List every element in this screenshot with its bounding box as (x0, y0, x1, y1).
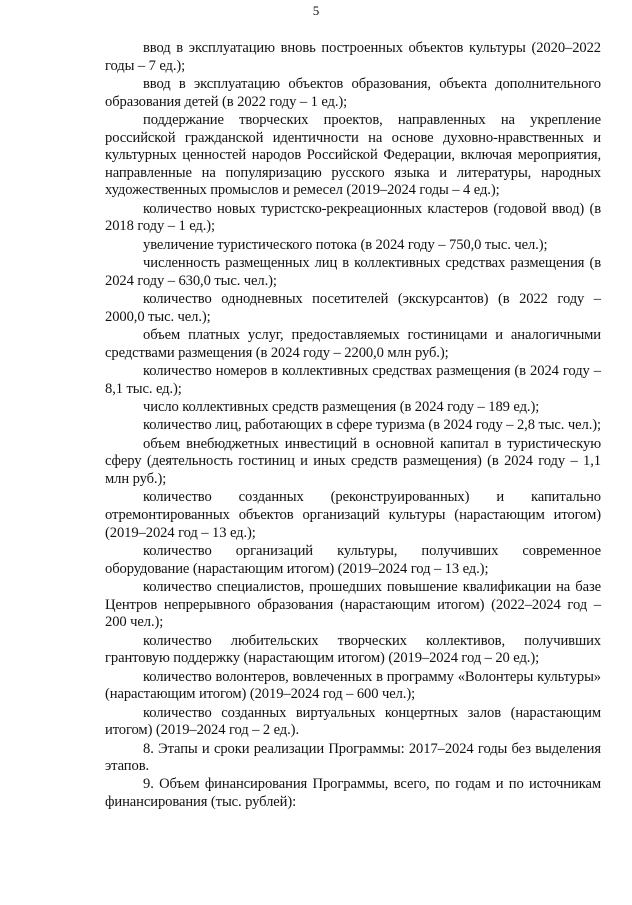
indicator-accommodation-count: число коллективных средств размещения (в 2024 году – 189 ед.); (143, 399, 540, 416)
indicator-paid-services: объем платных услуг, предоставляемых гостиницами и аналогичными средствами размещения (в 2024 году – 2200,0 млн руб.); (105, 327, 601, 361)
indicator-virtual-halls: количество созданных виртуальных концертных залов (нарастающим итогом) (2019–2024 год – 2 ед.). (105, 704, 601, 739)
indicator-accommodated-persons: численность размещенных лиц в коллективных средствах размещения (в 2024 году – 630,0 тыс. чел.); (105, 255, 601, 289)
indicator-equipped-organizations: количество организаций культуры, получивших современное оборудование (нарастающим итогом) (2019–2024 год – 13 ед.); (105, 542, 601, 577)
indicator-extrabudgetary-investment: объем внебюджетных инвестиций в основной капитал в туристическую сферу (деятельность гостиниц и иных средств размещения) (в 2024 году – 1,1 млн руб.); (105, 435, 601, 488)
indicator-tourism-employees: количество лиц, работающих в сфере туризма (в 2024 году – 2,8 тыс. чел.); (143, 417, 601, 434)
indicator-amateur-groups: количество любительских творческих коллективов, получивших грантовую поддержку (нарастающим итогом) (2019–2024 год – 20 ед.); (105, 632, 601, 667)
indicator-volunteers: количество волонтеров, вовлеченных в программу «Волонтеры культуры» (нарастающим итогом) (2019–2024 год – 600 чел.); (105, 668, 601, 703)
indicator-room-count: количество номеров в коллективных средствах размещения (в 2024 году – 8,1 тыс. ед.); (105, 363, 601, 397)
indicator-reconstructed-facilities: количество созданных (реконструированных) и капитально отремонтированных объектов организаций культуры (нарастающим итогом) (2019–2024 год – 13 ед.); (105, 489, 601, 541)
indicator-education-facilities: ввод в эксплуатацию объектов образования, объекта дополнительного образования детей (в 2022 году – 1 ед.); (105, 75, 601, 110)
section-9-funding: 9. Объем финансирования Программы, всего, по годам и по источникам финансирования (тыс. рублей): (105, 776, 601, 811)
indicator-day-visitors: количество однодневных посетителей (экскурсантов) (в 2022 году – 2000,0 тыс. чел.); (105, 291, 601, 325)
indicator-trained-specialists: количество специалистов, прошедших повышение квалификации на базе Центров непрерывного образования (нарастающим итогом) (2022–2024 год – 200 чел.); (105, 578, 601, 631)
indicator-tourist-clusters: количество новых туристско-рекреационных кластеров (годовой ввод) (в 2018 году – 1 ед.); (105, 200, 601, 235)
indicator-creative-projects: поддержание творческих проектов, направленных на укрепление российской гражданской идентичности на основе духовно-нравственных и культурных ценностей народов Российской Федерации, включая мероприятия, направленные на популяризацию русского языка и литературы, народных художественных промыслов и ремесел (2019–2024 годы – 4 ед.); (105, 111, 601, 199)
section-8-stages: 8. Этапы и сроки реализации Программы: 2017–2024 годы без выделения этапов. (105, 740, 601, 775)
document-body (105, 40, 601, 812)
indicator-culture-facilities: ввод в эксплуатацию вновь построенных объектов культуры (2020–2022 годы – 7 ед.); (105, 40, 601, 74)
page-number: 5 (312, 3, 320, 18)
indicator-tourist-flow: увеличение туристического потока (в 2024 году – 750,0 тыс. чел.); (143, 236, 548, 253)
